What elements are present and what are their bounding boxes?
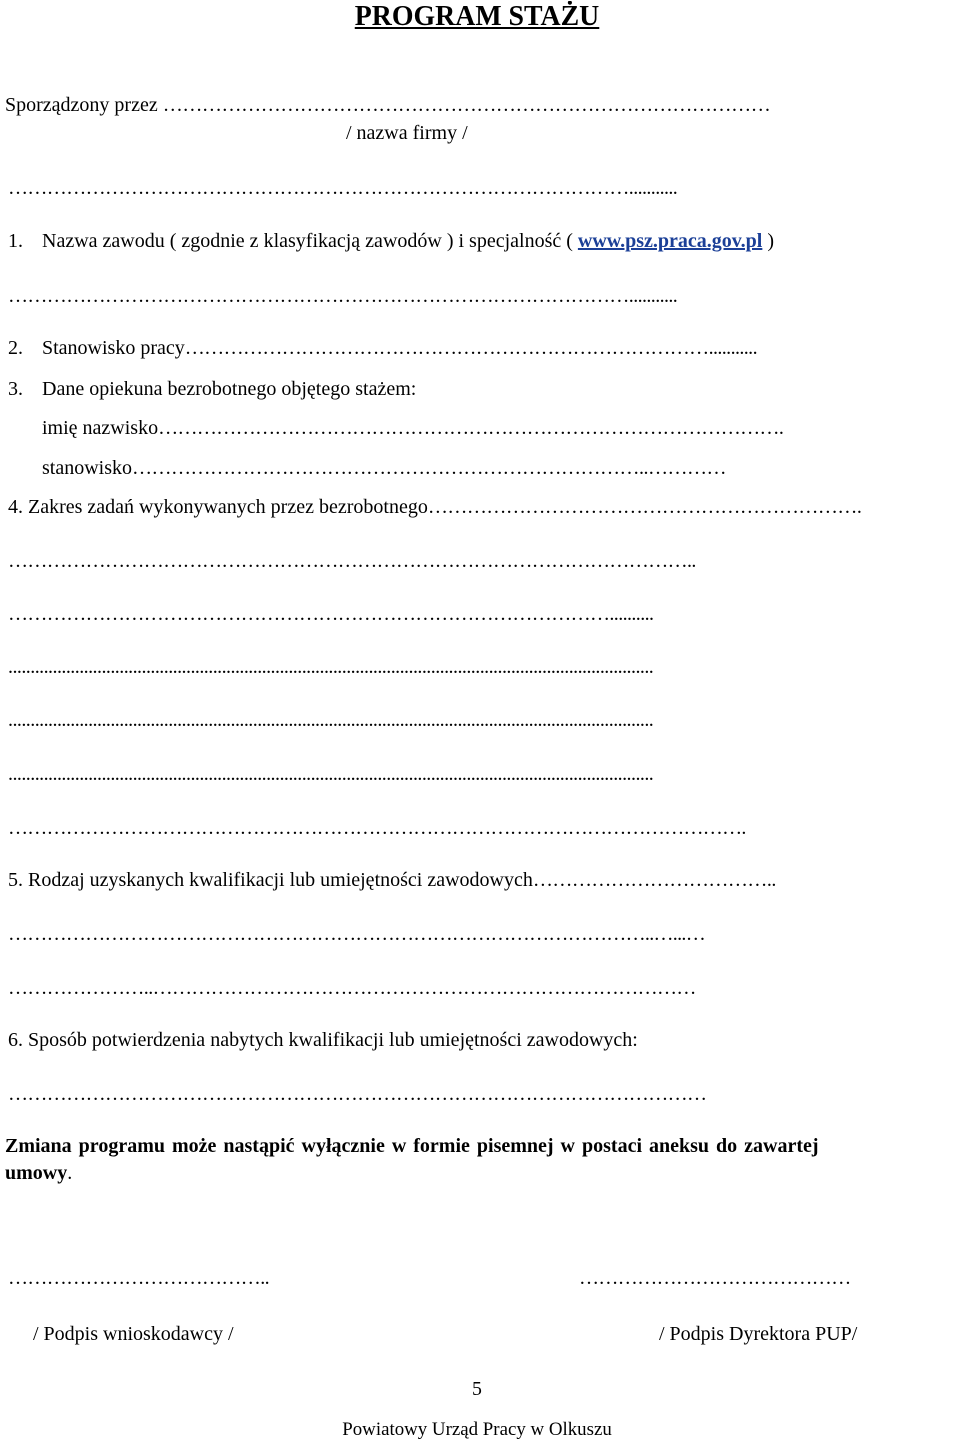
item-2-dots: ………………………………………………………………………...........	[184, 337, 757, 359]
item-4-label: Zakres zadań wykonywanych przez bezrobotnego	[28, 496, 428, 518]
item-6-row	[8, 1030, 638, 1050]
supervisor-position-label: stanowisko	[42, 457, 132, 479]
page-title: PROGRAM STAŻU	[354, 1, 600, 32]
item-6-line: ………………………………………………………………………………………………	[8, 1083, 707, 1105]
item-4-line: ……………………………………………………………………………………………..	[8, 550, 696, 572]
item-2-number: 2.	[8, 337, 23, 359]
item-4-line: .................................................................................................................................................	[8, 709, 654, 731]
item-6-number: 6.	[8, 1029, 23, 1051]
supervisor-position-row	[42, 458, 726, 478]
item-4-row	[8, 497, 861, 517]
item-3-row	[8, 379, 416, 399]
item-5-line: ………………………………………………………………………………………..…...…	[8, 923, 706, 945]
prepared-by-dots: …………………………………………………………………………………	[162, 94, 771, 116]
item-1-row	[8, 231, 774, 251]
applicant-signature-dots: …………………………………..	[8, 1267, 270, 1289]
item-1-dots-line: ……………………………………………………………………………………...........	[8, 285, 678, 307]
item-1-close: )	[767, 230, 775, 252]
item-4-dots: ………………………………………………………….	[427, 496, 862, 518]
supervisor-position-dots: ……………………………………………………………………..…………	[132, 457, 726, 479]
item-4-line: .................................................................................................................................................	[8, 656, 654, 678]
item-4-line: …………………………………………………………………………………..........	[8, 603, 654, 625]
supervisor-name-label: imię nazwisko	[42, 417, 159, 439]
supervisor-name-row	[42, 418, 783, 438]
psz-praca-link[interactable]: www.psz.praca.gov.pl	[577, 230, 763, 252]
company-name-caption: / nazwa firmy /	[346, 122, 468, 144]
item-5-dots: ………………………………..	[532, 869, 776, 891]
item-4-number: 4.	[8, 496, 23, 518]
amendment-notice-tail: .	[67, 1162, 73, 1184]
amendment-notice-line-2	[5, 1163, 72, 1183]
item-1-text: Nazwa zawodu ( zgodnie z klasyfikacją zawodów ) i specjalność (	[42, 230, 573, 252]
item-6-label: Sposób potwierdzenia nabytych kwalifikacji lub umiejętności zawodowych:	[28, 1029, 638, 1051]
item-3-label: Dane opiekuna bezrobotnego objętego stażem:	[42, 378, 417, 400]
company-dots-line: ……………………………………………………………………………………...........	[8, 177, 678, 199]
amendment-notice-bold: umowy	[5, 1162, 68, 1184]
director-signature-label: / Podpis Dyrektora PUP/	[659, 1323, 858, 1345]
item-2-row	[8, 338, 757, 358]
applicant-signature-label: / Podpis wnioskodawcy /	[33, 1323, 234, 1345]
item-1-number: 1.	[8, 230, 23, 252]
supervisor-name-dots: …………………………………………………………………………………….	[158, 417, 784, 439]
item-3-number: 3.	[8, 378, 23, 400]
item-5-number: 5.	[8, 869, 23, 891]
director-signature-dots: ……………………………………	[579, 1267, 851, 1289]
footer-office-name: Powiatowy Urząd Pracy w Olkuszu	[342, 1419, 612, 1440]
item-5-line: …………………..…………………………………………………………………………	[8, 977, 696, 999]
item-5-label: Rodzaj uzyskanych kwalifikacji lub umiejętności zawodowych	[28, 869, 533, 891]
item-2-label: Stanowisko pracy	[42, 337, 185, 359]
page-number: 5	[472, 1378, 482, 1400]
item-4-line: …………………………………………………………………………………………………….	[8, 817, 746, 839]
item-5-row	[8, 870, 776, 890]
prepared-by-row	[5, 95, 770, 115]
prepared-by-label: Sporządzony przez	[5, 94, 158, 116]
amendment-notice-line-1: Zmiana programu może nastąpić wyłącznie w formie pisemnej w postaci aneksu do zawartej	[5, 1135, 819, 1157]
item-4-line: .................................................................................................................................................	[8, 763, 654, 785]
